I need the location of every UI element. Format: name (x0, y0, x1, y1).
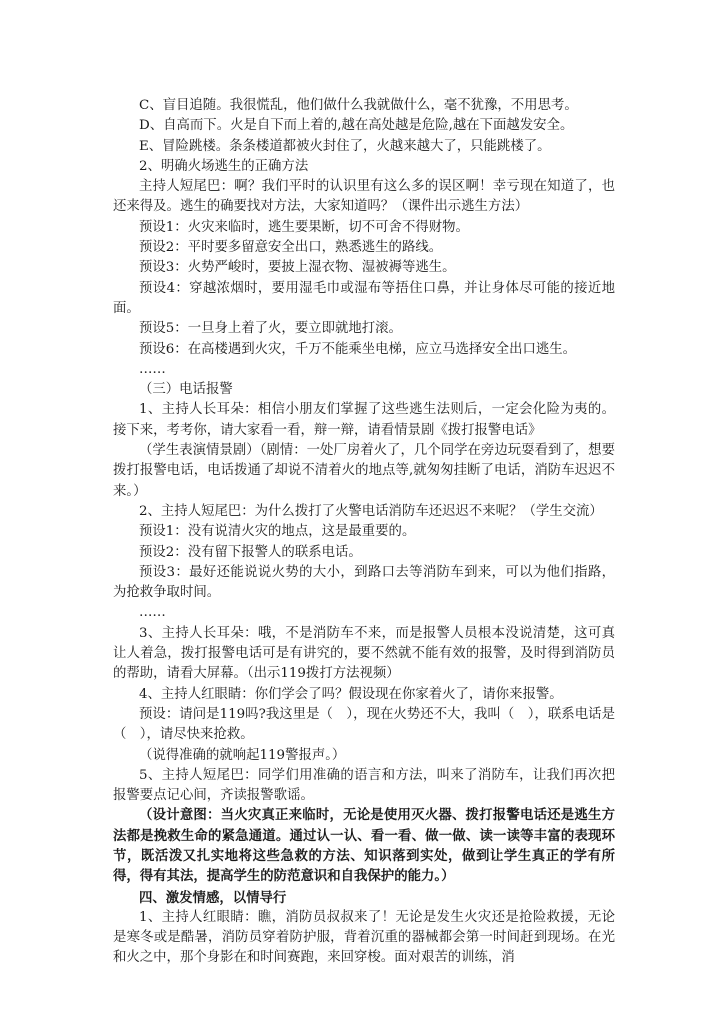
paragraph-firefighters: 1、主持人红眼睛：瞧，消防员叔叔来了！无论是发生火灾还是抢险救援，无论是寒冬或是酷暑，消防员穿着防护服，背着沉重的器械都会第一时间赶到现场。在光和火之中，那个身影在和时间赛跑，来回穿梭。面对艰苦的训练，消 (113, 909, 615, 966)
paragraph-host-red-eyes-4: 4、主持人红眼睛：你们学会了吗？假设现在你家着火了，请你来报警。 (139, 686, 563, 702)
paragraph-host-short-tail-2: 2、主持人短尾巴：为什么拨打了火警电话消防车还迟迟不来呢？（学生交流） (139, 503, 603, 519)
paragraph-host-long-ears-1: 1、主持人长耳朵：相信小朋友们掌握了这些逃生法则后，一定会化险为夷的。接下来，考考你，请大家看一看，辩一辩，请看情景剧《拨打报警电话》 (113, 402, 615, 438)
call-script-preset: 预设：请问是119吗?我这里是（ ），现在火势还不大，我叫（ ），联系电话是（ ），请尽快来抢救。 (113, 706, 615, 743)
section-four-heading: 四、激发情感，以情导行 (139, 889, 287, 906)
siren-note: （说得准确的就响起119警报声。） (139, 747, 346, 763)
paragraph-d-top-down: D、自高而下。火是自下而上着的,越在高处越是危险,越在下面越发安全。 (139, 118, 574, 134)
paragraph-host-short-tail: 主持人短尾巴：啊？我们平时的认识里有这么多的误区啊！幸亏现在知道了，也还来得及。逃生的确要找对方法，大家知道吗？（课件出示逃生方法） (113, 179, 615, 215)
section-phone-alarm: （三）电话报警 (139, 382, 233, 398)
alarm-preset-1: 预设1：没有说清火灾的地点，这是最重要的。 (139, 524, 416, 540)
preset-6: 预设6：在高楼遇到火灾，千万不能乘坐电梯，应立马选择安全出口逃生。 (139, 341, 577, 357)
alarm-preset-3: 预设3：最好还能说说火势的大小，到路口去等消防车到来，可以为他们指路，为抢救争取时间。 (113, 564, 615, 601)
ellipsis-2: …… (139, 605, 166, 621)
section-correct-escape-methods: 2、明确火场逃生的正确方法 (139, 158, 309, 174)
paragraph-e-jump: E、冒险跳楼。条条楼道都被火封住了，火越来越大了，只能跳楼了。 (139, 138, 551, 154)
alarm-preset-2: 预设2：没有留下报警人的联系电话。 (139, 544, 362, 560)
paragraph-host-short-tail-5: 5、主持人短尾巴：同学们用准确的语言和方法，叫来了消防车，让我们再次把报警要点记心间，齐读报警歌谣。 (113, 767, 615, 804)
paragraph-host-long-ears-3: 3、主持人长耳朵：哦，不是消防车不来，而是报警人员根本没说清楚，这可真让人着急，拨打报警电话可是有讲究的，要不然就不能有效的报警，及时得到消防员的帮助，请看大屏幕。（出示119拨打方法视频） (113, 625, 615, 682)
preset-4: 预设4：穿越浓烟时，要用湿毛巾或湿布等捂住口鼻，并让身体尽可能的接近地面。 (113, 280, 615, 316)
document-page (113, 96, 615, 969)
paragraph-c-blind-follow: C、盲目追随。我很慌乱，他们做什么我就做什么，毫不犹豫，不用思考。 (139, 98, 578, 113)
preset-2: 预设2：平时要多留意安全出口，熟悉逃生的路线。 (139, 240, 443, 256)
preset-1: 预设1：火灾来临时，逃生要果断，切不可舍不得财物。 (139, 219, 469, 235)
preset-5: 预设5：一旦身上着了火，要立即就地打滚。 (139, 321, 402, 337)
design-intent: （设计意图：当火灾真正来临时，无论是使用灭火器、拨打报警电话还是逃生方法都是挽救生命的紧急通道。通过认一认、看一看、做一做、读一读等丰富的表现环节，既活泼又扎实地将这些急救的方法、知识落到实处，做到让学生真正的学有所得，得有其法，提高学生的防范意识和自我保护的能力。） (113, 808, 615, 885)
preset-3: 预设3：火势严峻时，要披上湿衣物、湿被褥等逃生。 (139, 260, 456, 276)
paragraph-skit-description: （学生表演情景剧）（剧情：一处厂房着火了，几个同学在旁边玩耍看到了，想要拨打报警电话，电话拨通了却说不清着火的地点等,就匆匆挂断了电话，消防车迟迟不来。） (113, 443, 615, 499)
ellipsis-1: …… (139, 361, 166, 377)
